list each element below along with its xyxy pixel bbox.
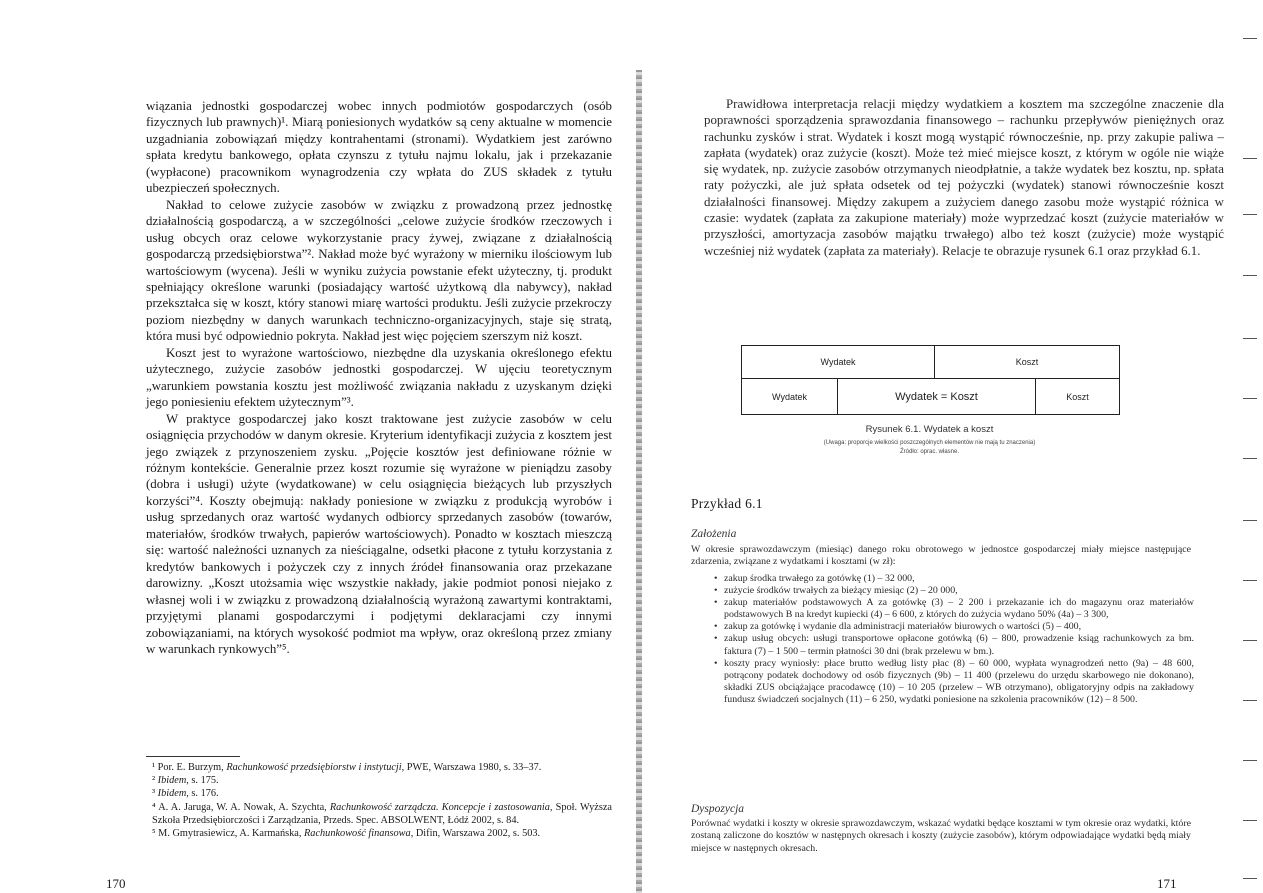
figure-cell-wydatek-top: Wydatek — [742, 346, 935, 378]
right-intro-paragraph: Prawidłowa interpretacja relacji między wydatkiem a kosztem ma szczególne znaczenie dla poprawności sporządzenia sprawozdania finansowego – rachunku przepływów pieniężnych oraz rachunku zysków i strat. Wydatek i koszt mogą wystąpić równocześnie, np. przy zakupie paliwa – zapłata (wydatek) oraz zużycie (koszt). Może też mieć miejsce koszt, z którym w ogóle nie wiąże się wydatek, np. zużycie zasobów otrzymanych nieodpłatnie, a także wydatek bez kosztu, np. spłata raty pożyczki, ale już spłata odsetek od tej pożyczki (wydatek) stanowi równocześnie koszt działalności finansowej. Między zakupem a zużyciem danego zasobu może wystąpić różnica w czasie: wydatek (zapłata za zakupione materiały) może wyprzedzać koszt (zużycie materiałów w przyszłości, amortyzacja zasobów majątku trwałego) albo też koszt (zużycie) może wystąpić wcześniej niż wydatek (zapłata za materiały). Relacje te obrazuje rysunek 6.1 oraz przykład 6.1. — [704, 97, 1224, 258]
edge-mark — [1243, 760, 1257, 761]
left-paragraph-4: W praktyce gospodarczej jako koszt traktowane jest zużycie zasobów w celu osiągnięcia przychodów w danym okresie. Kryterium identyfikacji zużycia z kosztem jest jego związek z przynoszeniem zysku. „Pojęcie kosztów jest definiowane różnie w różnym kontekście. Generalnie przez koszt rozumie się wyrażone w pieniądzu zasoby (dobra i usługi) użyte (wydatkowane) w celu osiągnięcia bieżących lub przyszłych korzyści”⁴. Koszty obejmują: nakłady poniesione w związku z produkcją wyrobów i usług sprzedanych oraz wartość wydanych odbiorcy sprzedanych zasobów (towarów, materiałów, środków trwałych, papierów wartościowych). Ponadto w kosztach mieszczą się: wartość należności uznanych za nieściągalne, odsetki płacone z tytułu korzystania z kredytów bankowych i pożyczek czy z innych źródeł finansowania oraz przekazane darowizny. „Koszt utożsamia więc wszystkie nakłady, jakie podmiot ponosi niejako z własnej woli i w związku z prowadzoną działalnością wyrażoną zawartymi kontraktami, przyjętymi planami gospodarczymi i podjętymi deklaracjami czy innymi zobowiązaniami, na których wysokość podmiot ma wpływ, oraz określoną przez zmiany w warunkach rynkowych”⁵. — [146, 411, 612, 656]
footnote-5: ⁵ M. Gmytrasiewicz, A. Karmańska, Rachunkowość finansowa, Difin, Warszawa 2002, s. 503. — [152, 828, 541, 840]
assumptions-intro: W okresie sprawozdawczym (miesiąc) danego roku obrotowego w jednostce gospodarczej miały miejsce następujące zdarzenia, związane z wydatkami i kosztami (w zł): — [691, 544, 1191, 568]
edge-mark — [1243, 38, 1257, 39]
page-number-left: 170 — [106, 876, 126, 891]
edge-mark — [1243, 878, 1257, 879]
edge-mark — [1243, 458, 1257, 459]
edge-mark — [1243, 275, 1257, 276]
list-item: • zakup usług obcych: usługi transportowe opłacone gotówką (6) – 800, prowadzenie ksiąg rachunkowych za bm. faktura (7) – 1 500 – termin płatności 30 dni (brak przelewu w bm.). — [714, 633, 1194, 657]
figure-note: (Uwaga: proporcje wielkości poszczególnych elementów nie mają tu znaczenia) — [823, 440, 1036, 446]
figure-source: Źródło: oprac. własne. — [899, 449, 960, 455]
edge-mark — [1243, 214, 1257, 215]
figure-bottom-row — [742, 379, 1119, 414]
edge-mark — [1243, 820, 1257, 821]
figure-cell-wydatek-bottom: Wydatek — [742, 379, 838, 414]
disposition-heading: Dyspozycja — [691, 803, 745, 815]
right-page — [642, 0, 1263, 893]
figure-cell-koszt-bottom: Koszt — [1066, 391, 1089, 402]
list-item: • zakup materiałów podstawowych A za gotówkę (3) – 2 200 i przekazanie ich do magazynu oraz materiałów podstawowych B na kredyt kupiecki (4) – 6 600, z których do zużycia wydano 50% (4a) – 3 300, — [714, 597, 1194, 621]
left-paragraph-3: Koszt jest to wyrażone wartościowo, niezbędne dla uzyskania określonego efektu użytecznego, zużycie zasobów jednostki gospodarczej. W ujęciu teoretycznym „warunkiem powstania kosztu jest możliwość związania nakładu z uzyskanym dzięki jego poniesieniu efektem użytecznym”³. — [146, 345, 612, 410]
figure-cell-koszt-top: Koszt — [1015, 357, 1039, 367]
example-title: Przykład 6.1 — [691, 496, 763, 511]
edge-mark — [1243, 338, 1257, 339]
footnote-1: ¹ Por. E. Burzym, Rachunkowość przedsiębiorstw i instytucji, PWE, Warszawa 1980, s. 33–37. — [152, 762, 542, 773]
list-item: • zużycie środków trwałych za bieżący miesiąc (2) – 20 000, — [714, 585, 1194, 597]
page-number-right: 171 — [1157, 876, 1177, 891]
edge-mark — [1243, 700, 1257, 701]
list-item: • zakup za gotówkę i wydanie dla administracji materiałów biurowych o wartości (5) – 400, — [714, 621, 1194, 633]
edge-mark — [1243, 158, 1257, 159]
footnote-2: ² Ibidem, s. 175. — [152, 775, 219, 787]
edge-mark — [1243, 580, 1257, 581]
edge-mark — [1243, 520, 1257, 521]
figure-cell-wydatek-equals-koszt: Wydatek = Koszt — [838, 379, 1036, 414]
footnote-3: ³ Ibidem, s. 176. — [152, 788, 219, 800]
assumptions-list — [714, 573, 1194, 706]
assumptions-heading: Założenia — [691, 528, 737, 540]
figure-caption: Rysunek 6.1. Wydatek a koszt — [865, 424, 994, 435]
edge-mark — [1243, 640, 1257, 641]
footnotes — [146, 761, 612, 840]
figure-wydatek-koszt — [741, 345, 1120, 415]
page-edge-marks — [1233, 0, 1263, 893]
right-body-text — [704, 96, 1224, 259]
disposition-body: Porównać wydatki i koszty w okresie sprawozdawczym, wskazać wydatki będące kosztami w tym okresie oraz wydatki, które zostaną zaliczone do kosztów w następnych okresach i koszty (zużycie zasobów), którym odpowiadające wydatki będą miały miejsce w następnych okresach. — [691, 818, 1191, 854]
left-paragraph-2: Nakład to celowe zużycie zasobów w związku z prowadzoną przez jednostkę działalnością gospodarczą, a w szczególności „celowe zużycie środków rzeczowych i usług obcych oraz celowe wykorzystanie pracy żywej, związane z działalnością gospodarczą przedsiębiorstwa”². Nakład może być wyrażony w mierniku ilościowym lub wartościowym (wycena). Jeśli w wyniku zużycia powstanie efekt użyteczny, tj. produkt spełniający określone warunki (posiadający wartość użytkową dla nabywcy), nakład przekształca się w koszt, który stanowi miarę wartości produktu. Jeśli zużycie przekroczy poziom niezbędny w danych warunkach techniczno-organizacyjnych, staje się stratą, która musi być odpowiednio pokryta. Nakład jest więc pojęciem szerszym niż koszt. — [146, 197, 612, 344]
figure-top-row — [742, 346, 1119, 379]
list-item: • koszty pracy wyniosły: płace brutto według listy płac (8) – 60 000, wypłata wynagrodzeń netto (9a) – 48 600, potrącony podatek dochodowy od osób fizycznych (9b) – 11 400 (przelewu do urzędu skarbowego nie dokonano), składki ZUS obciążające pracodawcę (10) – 10 205 (przelew – WB otrzymano), obligatoryjny odpis na zakładowy fundusz świadczeń socjalnych (11) – 6 250, wydatki poniesione na szkolenia pracowników (12) – 8 500. — [714, 658, 1194, 706]
footnote-divider — [146, 756, 240, 757]
list-item: • zakup środka trwałego za gotówkę (1) – 32 000, — [714, 573, 1194, 585]
footnote-4: ⁴ A. A. Jaruga, W. A. Nowak, A. Szychta, Rachunkowość zarządcza. Koncepcje i zastosowania, Społ. Wyższa Szkoła Przedsiębiorczości i Zarządzania, Przeds. Spec. ABSOLWENT, Łódź 2002, s. 84. — [152, 801, 612, 826]
left-paragraph-1: wiązania jednostki gospodarczej wobec innych podmiotów gospodarczych (osób fizycznych lub prawnych)¹. Miarą poniesionych wydatków są ceny aktualne w momencie uzgadniania zobowiązań między kontrahentami (stronami). Wydatkiem jest zarówno spłata kredytu bankowego, opłata czynszu z tytułu najmu lokalu, jak i przekazanie (wypłacone) pracownikom wynagrodzenia czy wpłata do ZUS składek z tytułu ubezpieczeń społecznych. — [146, 99, 612, 196]
edge-mark — [1243, 398, 1257, 399]
left-body-text — [146, 98, 612, 657]
